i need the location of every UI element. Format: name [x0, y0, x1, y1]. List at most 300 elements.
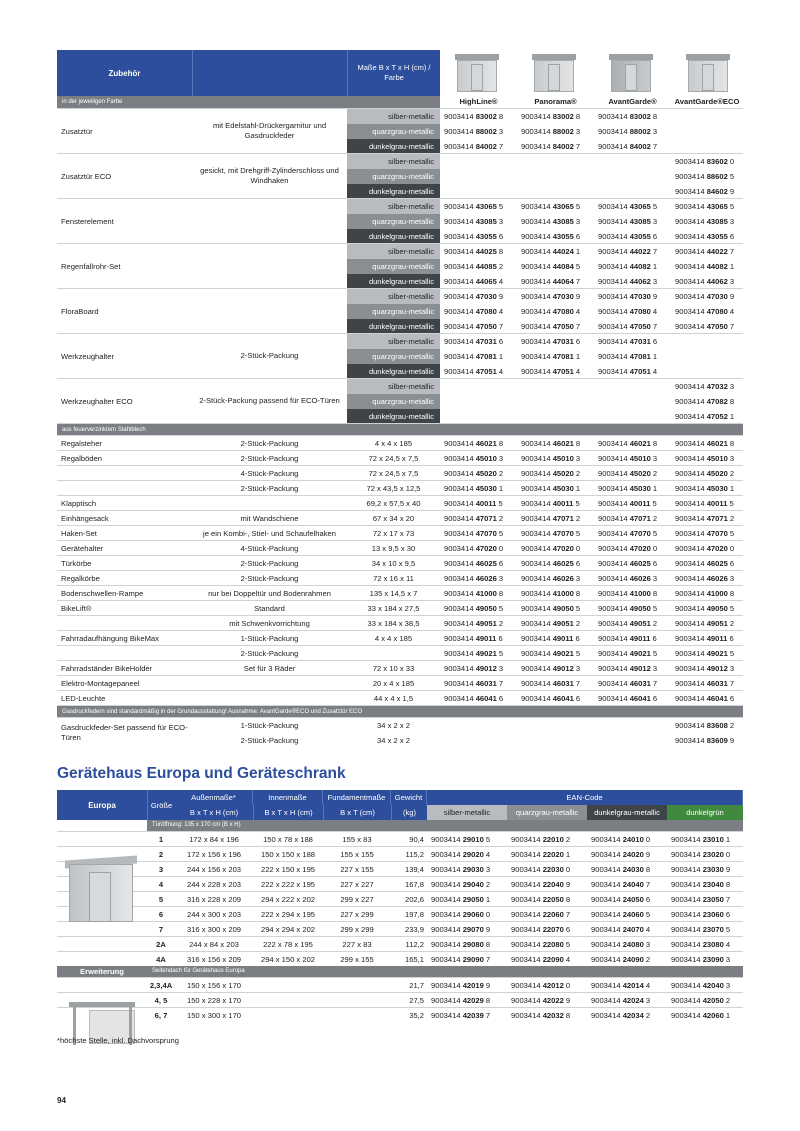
ean-code: 9003414 44082 1 — [675, 262, 735, 271]
europa-row — [57, 906, 743, 921]
accessory-mass: 20 x 4 x 185 — [372, 679, 415, 688]
europa-shed-image — [65, 848, 137, 930]
accessory-desc: 1-Stück-Packung — [240, 634, 299, 643]
ean-code: 9003414 42014 4 — [591, 981, 651, 990]
gewicht: 112,2 — [405, 940, 424, 949]
aussenmasse: 244 x 84 x 203 — [189, 940, 239, 949]
color-row — [57, 154, 743, 169]
fundamentmasse: 227 x 83 — [342, 940, 372, 949]
ean-code: 9003414 84002 7 — [598, 142, 658, 151]
ean-code: 9003414 23070 5 — [671, 925, 731, 934]
header-masse: Maße B x T x H (cm) / Farbe — [347, 50, 440, 96]
accessory-name: Werkzeughalter ECO — [61, 396, 133, 406]
ean-code: 9003414 23090 3 — [671, 955, 731, 964]
ean-code: 9003414 49021 5 — [444, 649, 504, 658]
accessory-desc: 2-Stück-Packung — [240, 559, 299, 568]
accessory-row — [57, 630, 743, 645]
ean-code: 9003414 45010 3 — [444, 454, 504, 463]
ean-code: 9003414 49012 3 — [675, 664, 735, 673]
ean-code: 9003414 46031 7 — [675, 679, 735, 688]
tueroeffnung-bar: Türöffnung: 135 x 170 cm (B x H) — [57, 820, 743, 831]
ean-code: 9003414 23060 6 — [671, 910, 731, 919]
ean-code: 9003414 42039 7 — [431, 1011, 491, 1020]
accessory-name: Regenfallrohr-Set — [61, 261, 121, 271]
ean-code: 9003414 47032 3 — [675, 382, 735, 391]
europa-row — [57, 876, 743, 891]
ean-code: 9003414 22030 0 — [511, 865, 571, 874]
model-name: AvantGarde® — [608, 97, 657, 106]
ean-code: 9003414 24010 0 — [591, 835, 651, 844]
ean-code: 9003414 47020 0 — [444, 544, 504, 553]
groesse: 4, 5 — [154, 996, 168, 1005]
europa-row — [57, 831, 743, 846]
ean-code: 9003414 29030 3 — [431, 865, 491, 874]
accessory-group — [57, 198, 743, 243]
ean-code: 9003414 45010 3 — [675, 454, 735, 463]
sub-fund: B x T (cm) — [323, 805, 391, 820]
ean-code: 9003414 42012 0 — [511, 981, 571, 990]
accessory-desc: Standard — [254, 604, 285, 613]
ean-code: 9003414 49050 5 — [675, 604, 735, 613]
accessory-row — [57, 540, 743, 555]
ean-code: 9003414 83002 8 — [444, 112, 504, 121]
ean-code: 9003414 47020 0 — [675, 544, 735, 553]
ean-code — [517, 154, 594, 169]
accessory-name — [57, 481, 192, 495]
color-row — [57, 379, 743, 394]
accessory-mass: 72 x 43,5 x 12,5 — [366, 484, 421, 493]
accessory-desc: 2-Stück-Packung — [240, 351, 299, 361]
accessory-row — [57, 675, 743, 690]
fundamentmasse: 227 x 227 — [340, 880, 374, 889]
accessory-name: LED-Leuchte — [61, 694, 106, 703]
color-label: dunkelgrau-metallic — [347, 229, 440, 244]
ean-code: 9003414 40011 5 — [521, 499, 580, 508]
ean-code: 9003414 46031 7 — [444, 679, 504, 688]
ean-code: 9003414 49021 5 — [598, 649, 658, 658]
ean-code: 9003414 22070 6 — [511, 925, 571, 934]
ean-code: 9003414 43085 3 — [444, 217, 504, 226]
color-row — [57, 364, 743, 379]
color-row — [57, 334, 743, 349]
ean-code: 9003414 47031 6 — [598, 337, 658, 346]
accessory-mass: 33 x 184 x 38,5 — [367, 619, 420, 628]
accessory-name: Werkzeughalter — [61, 351, 115, 361]
ean-code: 9003414 44082 1 — [598, 262, 658, 271]
ean-code: 9003414 47071 2 — [444, 514, 504, 523]
color-dunkelgruen: dunkelgrün — [667, 805, 743, 820]
ean-code: 9003414 46041 6 — [521, 694, 581, 703]
innenmasse: 294 x 150 x 202 — [260, 955, 316, 964]
aussenmasse: 244 x 228 x 203 — [186, 880, 242, 889]
accessory-name: Zusatztür — [61, 126, 93, 136]
color-label: quarzgrau-metallic — [347, 349, 440, 364]
color-row — [57, 244, 743, 259]
ean-code: 9003414 24070 4 — [591, 925, 651, 934]
ean-code: 9003414 47071 2 — [521, 514, 581, 523]
erweiterung-label: Erweiterung — [57, 966, 147, 977]
accessory-desc: 2-Stück-Packung passend für ECO-Türen — [199, 396, 340, 406]
ean-code: 9003414 29010 5 — [431, 835, 491, 844]
aussenmasse: 244 x 300 x 203 — [186, 910, 242, 919]
ean-code: 9003414 49051 2 — [675, 619, 735, 628]
ean-code: 9003414 43065 5 — [675, 202, 735, 211]
accessory-mass: 34 x 10 x 9,5 — [371, 559, 416, 568]
accessory-group — [57, 243, 743, 288]
ean-code: 9003414 45010 3 — [598, 454, 658, 463]
accessory-header — [57, 50, 743, 96]
ean-code: 9003414 23030 9 — [671, 865, 731, 874]
ean-code: 9003414 47070 5 — [675, 529, 735, 538]
avantgarde-eco-shed-image — [671, 52, 745, 94]
color-label: dunkelgrau-metallic — [347, 139, 440, 154]
color-label: dunkelgrau-metallic — [347, 274, 440, 289]
ean-code: 9003414 29040 2 — [431, 880, 491, 889]
color-label: dunkelgrau-metallic — [347, 184, 440, 199]
color-label: quarzgrau-metallic — [347, 394, 440, 409]
accessory-name: FloraBoard — [61, 306, 99, 316]
gewicht: 35,2 — [409, 1011, 424, 1020]
ean-code: 9003414 46025 6 — [521, 559, 581, 568]
ean-code: 9003414 84002 7 — [444, 142, 504, 151]
accessory-group — [57, 288, 743, 333]
accessory-name: Regalböden — [61, 454, 102, 463]
sub-aussen: B x T x H (cm) — [175, 805, 253, 820]
ean-code: 9003414 49011 6 — [444, 634, 503, 643]
ean-code: 9003414 22020 1 — [511, 850, 571, 859]
aussenmasse: 244 x 156 x 203 — [186, 865, 242, 874]
ean-code: 9003414 42019 9 — [431, 981, 491, 990]
ean-code: 9003414 46021 8 — [444, 439, 504, 448]
accessory-mass: 67 x 34 x 20 — [372, 514, 415, 523]
innenmasse: 222 x 150 x 195 — [260, 865, 316, 874]
color-row — [57, 289, 743, 304]
color-label: dunkelgrau-metallic — [347, 364, 440, 379]
aussenmasse: 172 x 156 x 196 — [186, 850, 242, 859]
ean-code: 9003414 47082 8 — [675, 397, 735, 406]
accessory-desc: 1-Stück-Packung — [240, 721, 299, 730]
accessory-name: Fahrradaufhängung BikeMax — [61, 634, 159, 643]
innenmasse: 150 x 78 x 188 — [263, 835, 313, 844]
fundamentmasse: 299 x 227 — [340, 895, 374, 904]
ean-code: 9003414 47030 9 — [675, 292, 735, 301]
accessory-row — [57, 660, 743, 675]
ean-code: 9003414 47080 4 — [444, 307, 504, 316]
ean-code — [594, 409, 671, 424]
ean-code: 9003414 24090 2 — [591, 955, 651, 964]
ean-code: 9003414 43055 6 — [444, 232, 504, 241]
ean-code: 9003414 29050 1 — [431, 895, 491, 904]
accessory-mass: 72 x 17 x 73 — [372, 529, 415, 538]
ean-code: 9003414 47080 4 — [598, 307, 658, 316]
erweiterung-bar — [57, 966, 743, 977]
ean-code: 9003414 24030 8 — [591, 865, 651, 874]
groesse: 3 — [158, 865, 164, 874]
ean-code: 9003414 47050 7 — [444, 322, 504, 331]
accessory-desc: mit Schwenkvorrichtung — [229, 619, 310, 628]
gewicht: 90,4 — [409, 835, 424, 844]
ean-code: 9003414 24050 6 — [591, 895, 651, 904]
ean-code: 9003414 47030 9 — [444, 292, 504, 301]
accessory-desc: mit Edelstahl-Drückergarnitur und Gasdruckfeder — [212, 121, 327, 140]
accessory-desc: 2-Stück-Packung — [240, 454, 299, 463]
ean-code: 9003414 47080 4 — [675, 307, 735, 316]
ean-code: 9003414 49050 5 — [521, 604, 581, 613]
ean-code: 9003414 47071 2 — [598, 514, 658, 523]
innenmasse: 294 x 294 x 202 — [260, 925, 316, 934]
groesse: 5 — [158, 895, 164, 904]
ean-code: 9003414 44022 7 — [675, 247, 735, 256]
ean-code — [517, 409, 594, 424]
accessory-mass: 72 x 24,5 x 7,5 — [368, 469, 419, 478]
color-row — [57, 109, 743, 124]
ean-code: 9003414 43055 6 — [521, 232, 581, 241]
accessory-table — [57, 50, 743, 747]
accessory-desc: 2-Stück-Packung — [240, 649, 299, 658]
ean-code: 9003414 47070 5 — [521, 529, 581, 538]
header-ean: EAN-Code — [427, 790, 743, 805]
accessory-group — [57, 108, 743, 153]
innenmasse: 222 x 78 x 195 — [263, 940, 313, 949]
groesse: 2,3,4A — [149, 981, 173, 990]
ean-code: 9003414 49011 6 — [598, 634, 657, 643]
header-description — [192, 50, 347, 96]
europa-header — [57, 790, 743, 820]
color-row — [57, 304, 743, 319]
ean-code: 9003414 49011 6 — [521, 634, 580, 643]
ean-code: 9003414 47050 7 — [521, 322, 581, 331]
accessory-desc: 2-Stück-Packung — [240, 574, 299, 583]
accessory-mass: 4 x 4 x 185 — [374, 439, 413, 448]
fundamentmasse: 299 x 155 — [340, 955, 374, 964]
ean-code: 9003414 44065 4 — [444, 277, 504, 286]
ean-code — [440, 184, 517, 199]
ean-code: 9003414 83609 9 — [675, 736, 735, 745]
color-label: silber-metallic — [347, 379, 440, 394]
section-jeweilige-farbe: in der jeweiligen Farbe HighLine® Panorama® AvantGarde® AvantGarde®ECO — [57, 96, 743, 108]
ean-code: 9003414 44064 7 — [521, 277, 581, 286]
ean-code: 9003414 47050 7 — [675, 322, 735, 331]
color-row — [57, 169, 743, 184]
color-row — [57, 184, 743, 199]
ean-code: 9003414 42040 3 — [671, 981, 731, 990]
accessory-desc: 2-Stück-Packung — [240, 736, 299, 745]
gewicht: 167,8 — [404, 880, 424, 889]
ean-code: 9003414 47070 5 — [598, 529, 658, 538]
ean-code — [671, 124, 743, 139]
ean-code: 9003414 47080 4 — [521, 307, 581, 316]
ean-code: 9003414 22040 9 — [511, 880, 571, 889]
ean-code: 9003414 45020 2 — [444, 469, 504, 478]
accessory-group — [57, 153, 743, 198]
color-label: quarzgrau-metallic — [347, 304, 440, 319]
header-gewicht: Gewicht — [391, 790, 427, 805]
ean-code: 9003414 46041 6 — [598, 694, 658, 703]
accessory-name: Elektro-Montagepaneel — [61, 679, 140, 688]
fundamentmasse: 227 x 299 — [340, 910, 374, 919]
ean-code: 9003414 46026 3 — [598, 574, 658, 583]
ean-code: 9003414 42024 3 — [591, 996, 651, 1005]
ean-code: 9003414 47020 0 — [598, 544, 658, 553]
ean-code — [671, 349, 743, 364]
fundamentmasse: 155 x 83 — [342, 835, 372, 844]
ean-code: 9003414 22010 2 — [511, 835, 571, 844]
fundamentmasse: 299 x 299 — [340, 925, 374, 934]
accessory-row — [57, 645, 743, 660]
ean-code: 9003414 46041 6 — [444, 694, 504, 703]
ean-code: 9003414 44024 1 — [521, 247, 581, 256]
ean-code: 9003414 41000 8 — [675, 589, 735, 598]
accessory-row — [57, 555, 743, 570]
accessory-desc: 4-Stück-Packung — [240, 544, 299, 553]
accessory-name: Gerätehalter — [61, 544, 104, 553]
color-label: dunkelgrau-metallic — [347, 319, 440, 334]
color-row — [57, 274, 743, 289]
ean-code — [440, 409, 517, 424]
ean-code: 9003414 23050 7 — [671, 895, 731, 904]
accessory-mass: 34 x 2 x 2 — [377, 721, 410, 730]
ean-code: 9003414 49011 6 — [675, 634, 734, 643]
ean-code — [440, 394, 517, 409]
accessory-mass: 135 x 14,5 x 7 — [369, 589, 418, 598]
color-row — [57, 349, 743, 364]
header-innenmasse: Innenmaße — [253, 790, 323, 805]
aussenmasse: 172 x 84 x 196 — [189, 835, 239, 844]
ean-code: 9003414 40011 5 — [598, 499, 657, 508]
accessory-mass: 4 x 4 x 185 — [374, 634, 413, 643]
ean-code: 9003414 24060 5 — [591, 910, 651, 919]
ean-code: 9003414 44084 5 — [521, 262, 581, 271]
ean-code: 9003414 23080 4 — [671, 940, 731, 949]
accessory-row — [57, 525, 743, 540]
ean-code: 9003414 29070 9 — [431, 925, 491, 934]
ean-code: 9003414 42060 1 — [671, 1011, 731, 1020]
ean-code — [594, 169, 671, 184]
accessory-desc — [192, 676, 347, 690]
accessory-name: Haken-Set — [61, 529, 97, 538]
ean-code: 9003414 47081 1 — [598, 352, 658, 361]
accessory-row — [57, 585, 743, 600]
color-row — [57, 409, 743, 424]
ean-code: 9003414 29080 8 — [431, 940, 491, 949]
color-label: silber-metallic — [347, 334, 440, 349]
ean-code: 9003414 47020 0 — [521, 544, 581, 553]
highline-shed-image — [440, 52, 514, 94]
sub-innen: B x T x H (cm) — [253, 805, 323, 820]
color-row — [57, 319, 743, 334]
ean-code: 9003414 88002 3 — [521, 127, 581, 136]
accessory-group — [57, 717, 743, 747]
ean-code — [440, 154, 517, 169]
ean-code: 9003414 47051 4 — [444, 367, 504, 376]
sub-gewicht: (kg) — [391, 805, 427, 820]
accessory-name — [57, 616, 192, 630]
accessory-desc — [192, 496, 347, 510]
accessory-mass — [347, 646, 440, 660]
accessory-desc: mit Wandschiene — [240, 514, 299, 523]
ean-code: 9003414 46025 6 — [675, 559, 735, 568]
accessory-name: Fensterelement — [61, 216, 114, 226]
groesse: 6, 7 — [154, 1011, 168, 1020]
ean-code: 9003414 46021 8 — [675, 439, 735, 448]
gewicht: 115,2 — [405, 850, 424, 859]
ean-code: 9003414 83002 8 — [521, 112, 581, 121]
ean-code — [671, 139, 743, 154]
accessory-mass: 72 x 16 x 11 — [373, 574, 414, 583]
color-label: silber-metallic — [347, 154, 440, 169]
accessory-name: Gasdruckfeder-Set passend für ECO-Türen — [61, 723, 188, 742]
europa-table — [57, 790, 743, 1022]
aussenmasse: 150 x 300 x 170 — [186, 1011, 242, 1020]
ean-code: 9003414 42029 8 — [431, 996, 491, 1005]
accessory-mass: 72 x 10 x 33 — [372, 664, 415, 673]
aussenmasse: 316 x 300 x 209 — [186, 925, 242, 934]
ean-code — [517, 379, 594, 394]
ean-code: 9003414 47050 7 — [598, 322, 658, 331]
color-row — [57, 124, 743, 139]
accessory-mass: 69,2 x 57,5 x 40 — [366, 499, 421, 508]
aussenmasse: 316 x 228 x 209 — [186, 895, 242, 904]
ean-code: 9003414 42050 2 — [671, 996, 731, 1005]
ean-code: 9003414 41000 8 — [521, 589, 581, 598]
accessory-desc: 4-Stück-Packung — [240, 469, 299, 478]
ean-code: 9003414 49050 5 — [444, 604, 504, 613]
gewicht: 27,5 — [409, 996, 424, 1005]
gewicht: 197,8 — [404, 910, 424, 919]
fundamentmasse: 155 x 155 — [340, 850, 374, 859]
header-aussenmasse: Außenmaße* — [175, 790, 253, 805]
gewicht: 233,9 — [404, 925, 424, 934]
accessory-name — [57, 646, 192, 660]
accessory-desc: nur bei Doppeltür und Bodenrahmen — [208, 589, 331, 598]
accessory-row — [57, 510, 743, 525]
ean-code — [594, 394, 671, 409]
accessory-name: Klapptisch — [61, 499, 97, 508]
ean-code: 9003414 49051 2 — [444, 619, 504, 628]
accessory-row — [57, 615, 743, 630]
ean-code: 9003414 83602 0 — [675, 157, 735, 166]
accessory-mass: 33 x 184 x 27,5 — [367, 604, 420, 613]
ean-code: 9003414 47051 4 — [598, 367, 658, 376]
ean-code: 9003414 49012 3 — [521, 664, 581, 673]
color-row — [57, 214, 743, 229]
ean-code: 9003414 47081 1 — [521, 352, 581, 361]
ean-code: 9003414 29060 0 — [431, 910, 491, 919]
ean-code: 9003414 49050 5 — [598, 604, 658, 613]
accessory-name: Türkörbe — [61, 559, 92, 568]
ean-code: 9003414 83002 8 — [598, 112, 658, 121]
ean-code: 9003414 24020 9 — [591, 850, 651, 859]
erweiterung-row — [57, 977, 743, 992]
ean-code — [671, 334, 743, 349]
erweiterung-row — [57, 992, 743, 1007]
aussenmasse: 150 x 156 x 170 — [186, 981, 242, 990]
groesse: 6 — [158, 910, 164, 919]
ean-code: 9003414 22090 4 — [511, 955, 571, 964]
groesse: 7 — [158, 925, 164, 934]
ean-code: 9003414 43085 3 — [598, 217, 658, 226]
ean-code: 9003414 46026 3 — [675, 574, 735, 583]
ean-code: 9003414 46031 7 — [521, 679, 581, 688]
accessory-desc: gesickt, mit Drehgriff-Zylinderschloss und Windhaken — [200, 166, 339, 185]
ean-code: 9003414 49012 3 — [444, 664, 504, 673]
europa-row — [57, 891, 743, 906]
ean-code: 9003414 47030 9 — [598, 292, 658, 301]
color-silber: silber-metallic — [427, 805, 507, 820]
accessory-desc: Set für 3 Räder — [243, 664, 296, 673]
accessory-group — [57, 378, 743, 423]
gewicht: 165,1 — [404, 955, 424, 964]
